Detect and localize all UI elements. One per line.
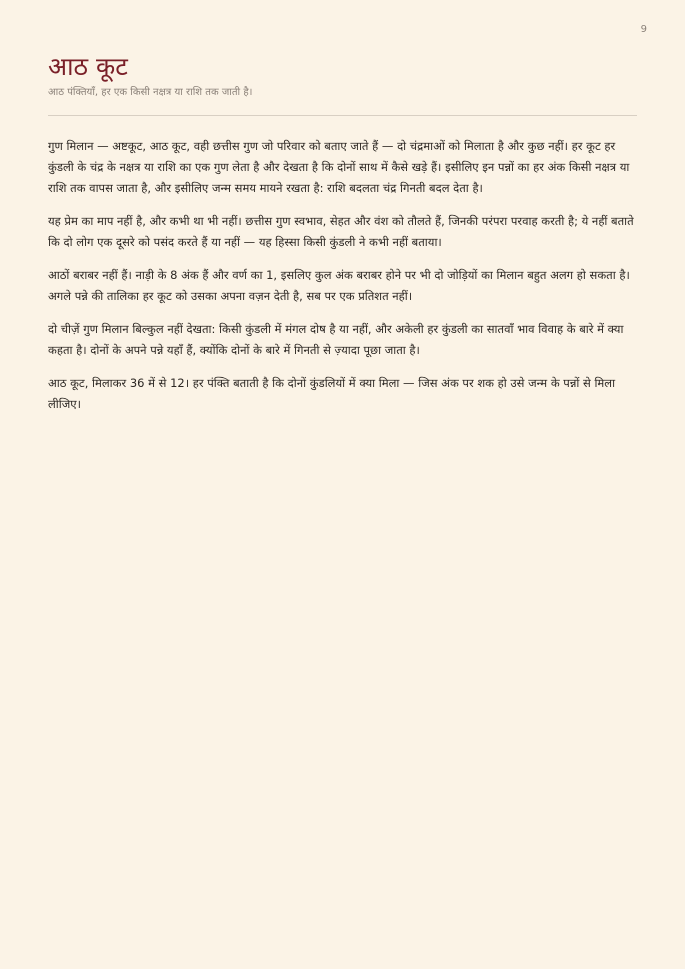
- page-number: 9: [640, 24, 647, 35]
- paragraph-5: आठ कूट, मिलाकर 36 में से 12। हर पंक्ति बताती है कि दोनों कुंडलियों में क्या मिला — जिस अंक पर शक हो उसे जन्म के पन्नों से मिला लीजिए।: [48, 376, 616, 411]
- paragraph-4: दो चीज़ें गुण मिलान बिल्कुल नहीं देखता: किसी कुंडली में मंगल दोष है या नहीं, और अकेली हर कुंडली का सातवाँ भाव विवाह के बारे में क्या कहता है। दोनों के अपने पन्ने यहाँ हैं, क्योंकि दोनों के बारे में गिनती से ज़्यादा पूछा जाता है।: [48, 322, 624, 357]
- paragraph-2: यह प्रेम का माप नहीं है, और कभी था भी नहीं। छत्तीस गुण स्वभाव, सेहत और वंश को तौलते हैं, जिनकी परंपरा परवाह करती है; ये नहीं बताते कि दो लोग एक दूसरे को पसंद करते हैं या नहीं — यह हिस्सा किसी कुंडली ने कभी नहीं बताया।: [48, 214, 634, 249]
- page-title: आठ कूट: [48, 52, 128, 81]
- page-subtitle: आठ पंक्तियाँ, हर एक किसी नक्षत्र या राशि तक जाती है।: [48, 87, 253, 98]
- page-header: [48, 52, 637, 100]
- body-text: [48, 136, 637, 427]
- paragraph-3: आठों बराबर नहीं हैं। नाड़ी के 8 अंक हैं और वर्ण का 1, इसलिए कुल अंक बराबर होने पर भी दो जोड़ियों का मिलान बहुत अलग हो सकता है। अगले पन्ने की तालिका हर कूट को उसका अपना वज़न देती है, सब पर एक प्रतिशत नहीं।: [48, 268, 630, 303]
- paragraph-1: गुण मिलान — अष्टकूट, आठ कूट, वही छत्तीस गुण जो परिवार को बताए जाते हैं — दो चंद्रमाओं को मिलाता है और कुछ नहीं। हर कूट हर कुंडली के चंद्र के नक्षत्र या राशि का एक गुण लेता है और देखता है कि दोनों साथ में कैसे खड़े हैं। इसीलिए इन पन्नों का हर अंक किसी नक्षत्र या राशि तक वापस जाता है, और इसीलिए जन्म समय मायने रखता है: राशि बदलता चंद्र गिनती बदल देता है।: [48, 139, 630, 195]
- header-divider: [48, 115, 637, 116]
